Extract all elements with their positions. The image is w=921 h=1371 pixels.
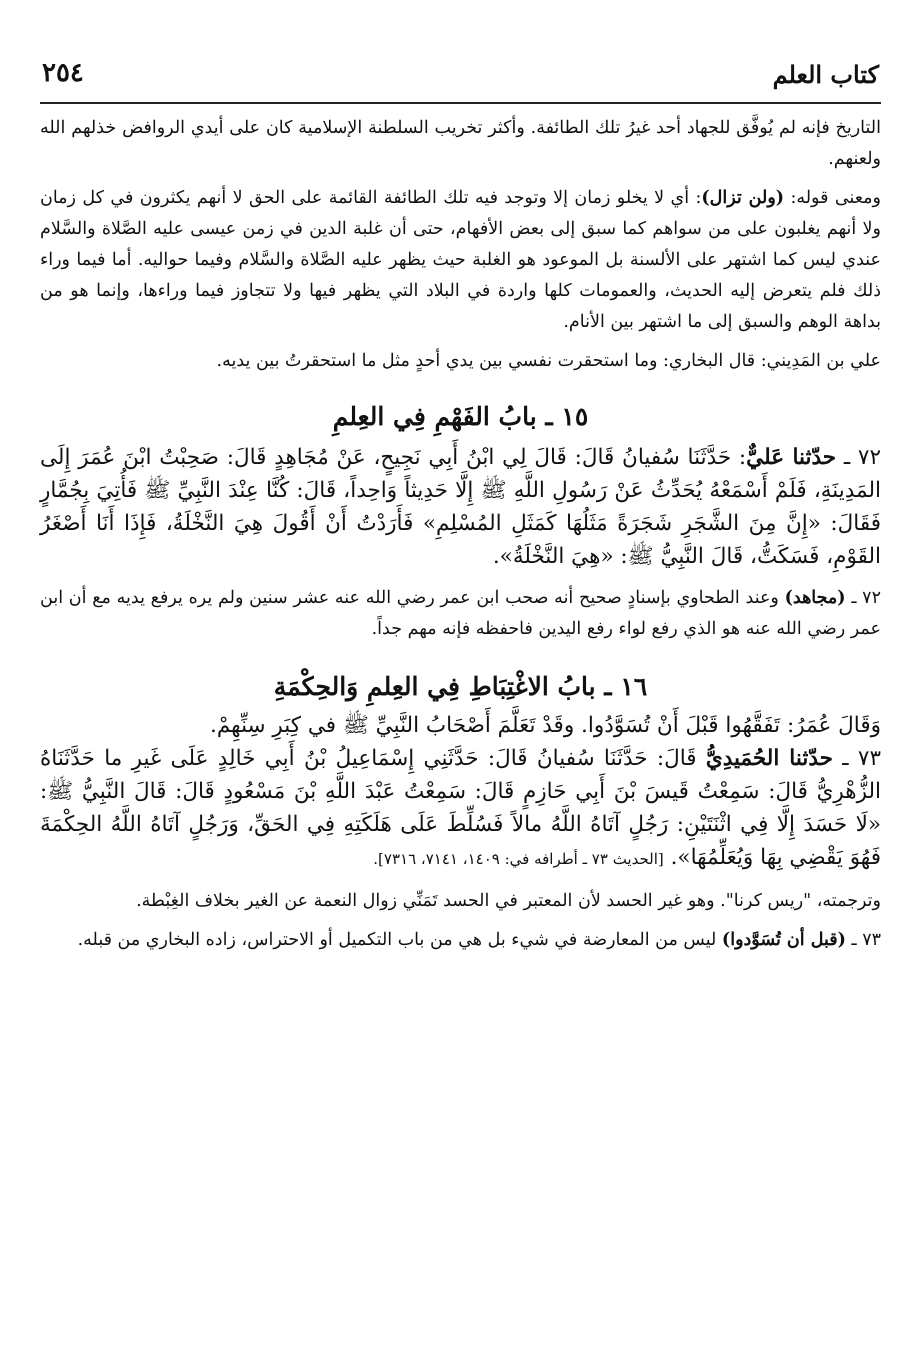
note-text: وعند الطحاوي بإسنادٍ صحيح أنه صحب ابن عمر رضي الله عنه عشر سنين ولم يره يرفع يديه مع أن ابن عمر رضي الله عنه هو الذي رفع لواء رفع اليدين فاحفظه فإنه مهم جداً. xyxy=(40,588,881,639)
hadith-text: : حَدَّثَنَا سُفيانُ قَالَ: قَالَ لِي ابْنُ أَبِي نَجِيحٍ، عَنْ مُجَاهِدٍ قَالَ: صَحِبْتُ ابْنَ عُمَرَ إِلَى المَدِينَةِ، فَلَمْ أَسْمَعْهُ يُحَدِّثُ عَنْ رَسُولِ اللَّهِ ﷺ إِلَّا حَدِيثاً وَاحِداً، قَالَ: كُنَّا عِنْدَ النَّبِيِّ ﷺ فَأُتِيَ بِجُمَّارٍ فَقَالَ: «إِنَّ مِنَ الشَّجَرِ شَجَرَةً مَثَلُهَا كَمَثَلِ المُسْلِمِ» فَأَرَدْتُ أَنْ أَقُولَ هِيَ النَّخْلَةُ، فَإِذَا أَنَا أَصْغَرُ القَوْمِ، فَسَكَتُّ، قَالَ النَّبِيُّ ﷺ: «هِيَ النَّخْلَةُ». xyxy=(40,445,881,569)
note-number: ٧٣ ـ xyxy=(845,930,881,950)
hadith-72 xyxy=(40,441,881,573)
hadith-number: ٧٢ ـ xyxy=(836,445,882,470)
paragraph-ali-madini: علي بن المَدِيني: قال البخاري: وما استحقرت نفسي بين يدي أحدٍ مثل ما استحقرتُ بين يديه. xyxy=(216,351,881,371)
note-text: ليس من المعارضة في شيء بل هي من باب التكميل أو الاحتراس، زاده البخاري من قبله. xyxy=(77,930,722,950)
note-number: ٧٢ ـ xyxy=(845,588,881,608)
hadith-isnad-lead: حدّثنا الحُمَيدِيُّ xyxy=(705,746,833,771)
paragraph-tarjama: وترجمته، "ريس كرنا". وهو غير الحسد لأن المعتبر في الحسد تَمَنِّي زوال النعمة عن الغير بخلاف الغِبْطة. xyxy=(136,891,881,911)
paragraph-commentary-ma3na xyxy=(40,183,881,338)
chapter-heading-15: ١٥ ـ بابُ الفَهْمِ فِي العِلمِ xyxy=(332,402,589,431)
paragraph-continuation: التاريخ فإنه لم يُوفَّق للجهاد أحد غيرُ تلك الطائفة. وأكثر تخريب السلطنة الإسلامية كان على أيدي الروافض خذلهم الله ولعنهم. xyxy=(40,118,881,169)
note-73 xyxy=(40,925,881,956)
running-header xyxy=(40,56,881,104)
hadith-text: قَالَ: حَدَّثَنَا سُفيانُ قَالَ: حَدَّثَنِي إِسْمَاعِيلُ بْنُ أَبِي خَالِدٍ عَلَى غَيرِ ما حَدَّثَنَاهُ الزُّهْرِيُّ قَالَ: سَمِعْتُ قَيسَ بْنَ أَبِي حَازِمٍ قَالَ: سَمِعْتُ عَبْدَ اللَّهِ بْنَ مَسْعُودٍ قَالَ: قَالَ النَّبِيُّ ﷺ: «لَا حَسَدَ إِلَّا فِي اثْنَتَيْنِ: رَجُلٍ آتَاهُ اللَّهُ مالاً فَسُلِّطَ عَلَى هَلَكَتِهِ فِي الحَقِّ، وَرَجُلٍ آتَاهُ اللَّهُ الحِكْمَةَ فَهُوَ يَقْضِي بِهَا وَيُعَلِّمُهَا». xyxy=(40,746,881,870)
commentary-term: (ولن تزال) xyxy=(701,188,785,208)
page-body xyxy=(40,113,881,956)
hadith-isnad-lead: حدّثنا عَليٌّ xyxy=(746,445,837,470)
umar-saying: وَقَالَ عُمَرُ: تَفَقَّهُوا قَبْلَ أَنْ تُسَوَّدُوا. وقَدْ تَعَلَّمَ أَصْحَابُ النَّبِيِّ ﷺ في كِبَرِ سِنِّهِمْ. xyxy=(210,713,881,738)
book-title: كتاب العلم xyxy=(772,60,879,89)
note-72 xyxy=(40,583,881,645)
note-term: (مجاهد) xyxy=(784,588,846,608)
page-number: ٢٥٤ xyxy=(42,58,84,88)
note-term: (قبل أن تُسَوَّدوا) xyxy=(721,930,846,950)
commentary-text: : أي لا يخلو زمان إلا وتوجد فيه تلك الطائفة القائمة على الحق لا أنهم يكثرون في كل زمان ولا أنهم يغلبون على من سواهم كما سبق إلى بعض الأفهام، حتى أن غلبة الدين في زمن عيسى عليه الصَّلاة والسَّلام عندي ليس كما اشتهر على الألسنة بل الموعود هو الغلبة حيث يظهر عليه الصَّلاة والسَّلام وفيما حواليه. أما فيما وراء ذلك فلم يتعرض إليه الحديث، والعمومات كلها واردة في البلاد التي يظهر فيها ولا تتجاوز فيما وراءها، وإنما هو من بداهة الوهم والسبق إلى ما اشتهر بين الأنام. xyxy=(40,188,881,332)
chapter-heading-16: ١٦ ـ بابُ الاغْتِبَاطِ فِي العِلمِ وَالحِكْمَةِ xyxy=(273,672,648,701)
hadith-number: ٧٣ ـ xyxy=(832,746,881,771)
commentary-intro: ومعنى قوله: xyxy=(784,188,881,208)
hadith-73 xyxy=(40,742,881,876)
hadith-cross-reference: [الحديث ٧٣ ـ أطرافه في: ١٤٠٩، ٧١٤١، ٧٣١٦]. xyxy=(373,850,664,868)
